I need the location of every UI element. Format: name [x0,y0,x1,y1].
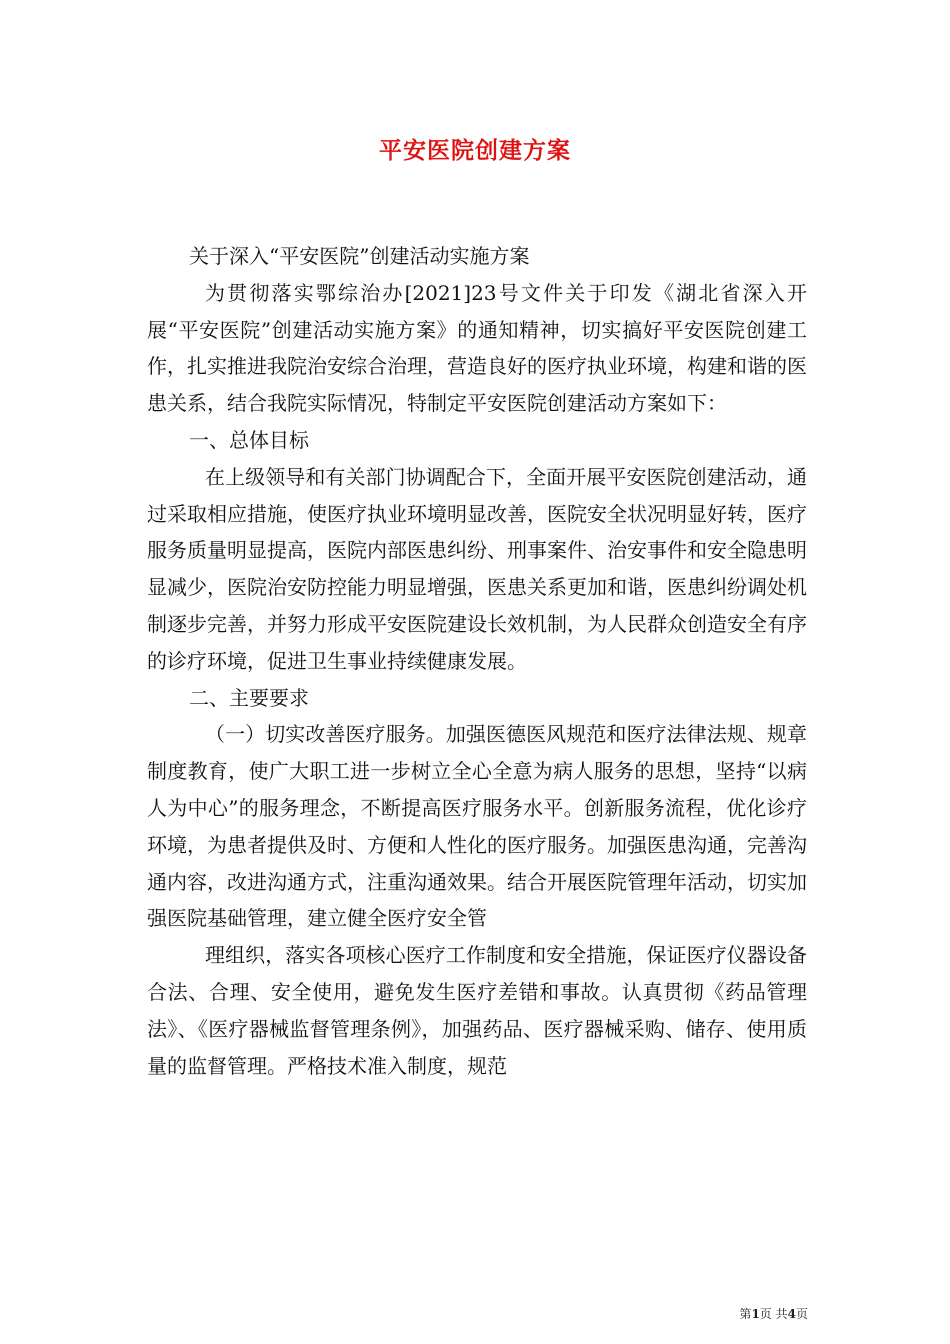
intro-paragraph: 为贯彻落实鄂综治办[2021]23号文件关于印发《湖北省深入开展“平安医院”创建活动实施方案》的通知精神，切实搞好平安医院创建工作，扎实推进我院治安综合治理，营造良好的医疗执业环境，构建和谐的医患关系，结合我院实际情况，特制定平安医院创建活动方案如下： [147,280,807,416]
section-heading-goals: 一、总体目标 [189,427,309,452]
subtitle-paragraph: 关于深入“平安医院”创建活动实施方案 [189,244,530,268]
requirement-1-paragraph: （一）切实改善医疗服务。加强医德医风规范和医疗法律法规、规章制度教育，使广大职工进一步树立全心全意为病人服务的思想，坚持“以病人为中心”的服务理念，不断提高医疗服务水平。创新服务流程，优化诊疗环境，为患者提供及时、方便和人性化的医疗服务。加强医患沟通，完善沟通内容，改进沟通方式，注重沟通效果。结合开展医院管理年活动，切实加强医院基础管理，建立健全医疗安全管 [147,722,807,931]
footer-total-pages: 4 [787,1307,796,1321]
goals-paragraph: 在上级领导和有关部门协调配合下，全面开展平安医院创建活动，通过采取相应措施，使医疗执业环境明显改善，医院安全状况明显好转，医疗服务质量明显提高，医院内部医患纠纷、刑事案件、治安事件和安全隐患明显减少，医院治安防控能力明显增强，医患关系更加和谐，医患纠纷调处机制逐步完善，并努力形成平安医院建设长效机制，为人民群众创造安全有序的诊疗环境，促进卫生事业持续健康发展。 [147,464,807,673]
requirement-1-continued-paragraph: 理组织，落实各项核心医疗工作制度和安全措施，保证医疗仪器设备合法、合理、安全使用，避免发生医疗差错和事故。认真贯彻《药品管理法》、《医疗器械监督管理条例》，加强药品、医疗器械采购、储存、使用质量的监督管理。严格技术准入制度，规范 [147,943,807,1078]
document-body [147,238,807,1084]
footer-suffix: 页 [795,1307,808,1321]
footer-current-page: 1 [751,1307,760,1321]
footer-middle: 页 共 [759,1307,788,1321]
document-title: 平安医院创建方案 [379,137,571,164]
section-heading-requirements: 二、主要要求 [189,685,309,710]
footer-prefix: 第 [739,1307,752,1321]
page-footer [0,1305,808,1322]
